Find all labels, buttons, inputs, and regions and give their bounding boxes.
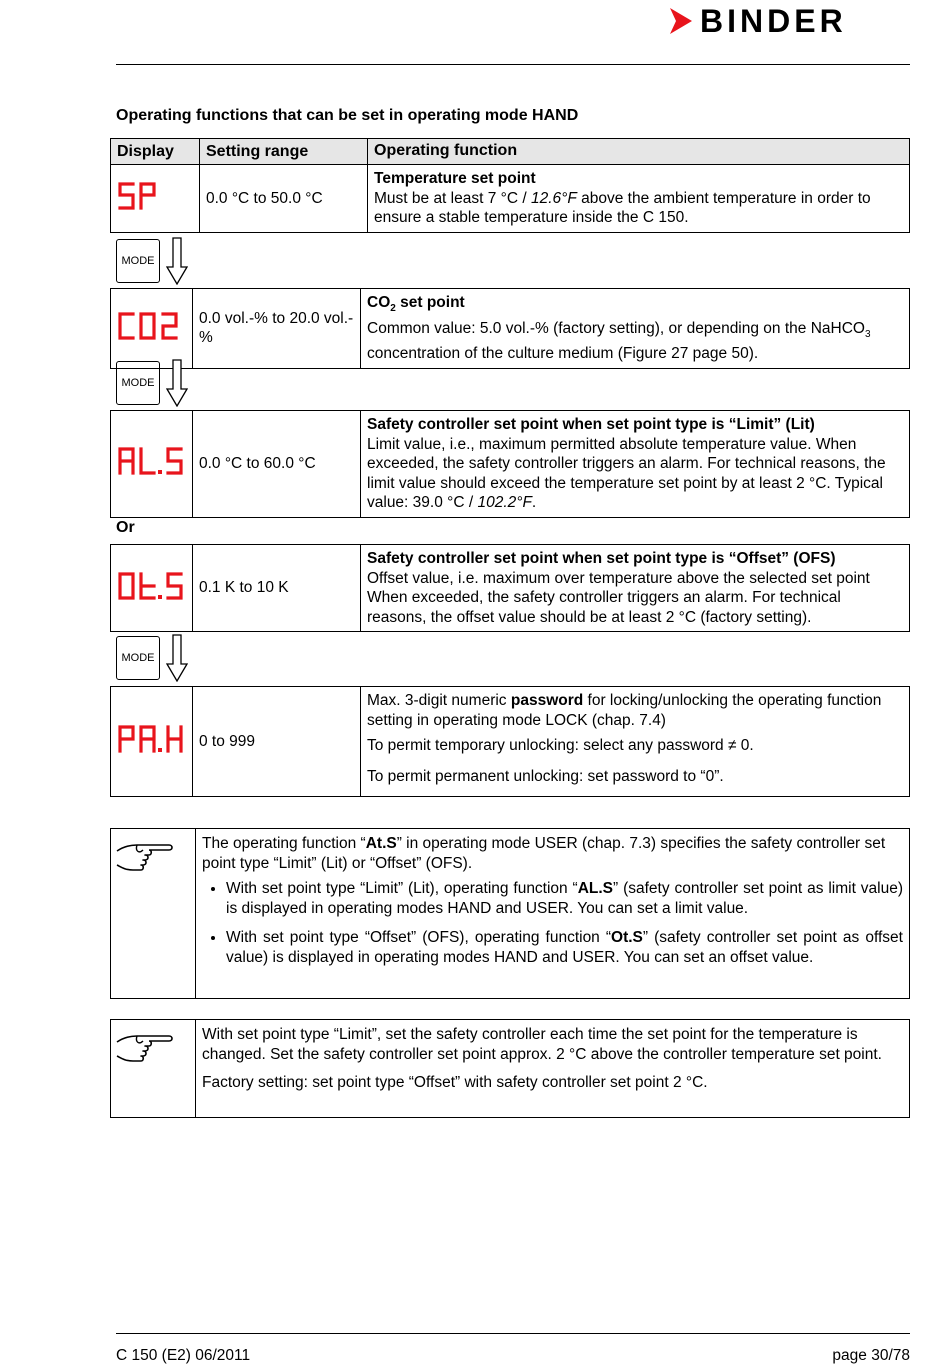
- list-item: • With set point type “Offset” (OFS), operating function “Ot.S” (safety controller set point as offset value) is displayed in operating modes HAND and USER. You can set an offset value.: [226, 928, 903, 967]
- ots-display-icon: [116, 569, 188, 603]
- function-text-1: Max. 3-digit numeric password for locking/unlocking the operating function setting in operating mode LOCK (chap. 7.4): [367, 692, 882, 729]
- display-als: [111, 411, 193, 518]
- function-als: [361, 411, 910, 518]
- col-header-range: Setting range: [200, 139, 368, 165]
- als-display-icon: [116, 444, 188, 478]
- col-header-function: Operating function: [368, 139, 910, 165]
- footer-doc-id: C 150 (E2) 06/2011: [116, 1347, 251, 1364]
- function-table-co2: [110, 288, 910, 369]
- function-title: Safety controller set point when set point type is “Limit” (Lit): [367, 416, 815, 433]
- sp-display-icon: [116, 180, 162, 212]
- function-text: Must be at least 7 °C / 12.6°F above the ambient temperature in order to ensure a stable temperature inside the C 150.: [374, 189, 871, 226]
- function-co2: [361, 289, 910, 369]
- display-sp: [111, 165, 200, 233]
- function-sp: [368, 165, 910, 233]
- pah-display-icon: [116, 722, 188, 756]
- note-icon-cell: [111, 829, 196, 999]
- mode-step-1: [116, 237, 188, 285]
- function-table-sp: [110, 138, 910, 233]
- function-ots: [361, 545, 910, 632]
- footer-rule: [116, 1333, 910, 1334]
- col-header-display: Display: [111, 139, 200, 165]
- function-pah: [361, 687, 910, 797]
- note-2-text: [196, 1020, 910, 1118]
- arrow-down-icon: [166, 359, 188, 407]
- range-als: 0.0 °C to 60.0 °C: [193, 411, 361, 518]
- pointing-hand-icon: [115, 837, 177, 877]
- note-1-bullets: [202, 879, 903, 967]
- function-text-2: To permit temporary unlocking: select any password ≠ 0.: [367, 737, 754, 754]
- note-icon-cell: [111, 1020, 196, 1118]
- display-pah: [111, 687, 193, 797]
- list-item: • With set point type “Limit” (Lit), operating function “AL.S” (safety controller set point as limit value) is displayed in operating modes HAND and USER. You can set a limit value.: [226, 879, 903, 918]
- function-table-als: [110, 410, 910, 518]
- table-row: [111, 289, 910, 369]
- header-rule: [116, 64, 910, 65]
- range-sp: 0.0 °C to 50.0 °C: [200, 165, 368, 233]
- note-2-para-2: Factory setting: set point type “Offset” with safety controller set point 2 °C.: [202, 1074, 708, 1091]
- pointing-hand-icon: [115, 1028, 177, 1068]
- function-title: $CO_2$ set point: [367, 294, 465, 315]
- function-table-ots: [110, 544, 910, 632]
- function-text-3: To permit permanent unlocking: set password to “0”.: [367, 767, 724, 785]
- table-row: [111, 545, 910, 632]
- range-pah: 0 to 999: [193, 687, 361, 797]
- mode-step-2: [116, 359, 188, 407]
- brand-name: BINDER: [700, 2, 847, 39]
- function-title: Safety controller set point when set point type is “Offset” (OFS): [367, 550, 836, 567]
- note-2-para-1: With set point type “Limit”, set the safety controller each time the set point for the temperature is changed. Set the safety controller set point approx. 2 °C above the controller temperature set point.: [202, 1026, 882, 1063]
- mode-button[interactable]: MODE: [116, 361, 160, 405]
- range-ots: 0.1 K to 10 K: [193, 545, 361, 632]
- note-box-1: [110, 828, 910, 999]
- mode-step-3: [116, 634, 188, 682]
- function-title: Temperature set point: [374, 170, 536, 187]
- table-row: [111, 687, 910, 797]
- function-text: Offset value, i.e. maximum over temperature above the selected set point When exceeded, the safety controller triggers an alarm. For technical reasons, the offset value should be at least 2 °C (factory setting).: [367, 569, 870, 626]
- mode-button[interactable]: MODE: [116, 636, 160, 680]
- section-title: Operating functions that can be set in operating mode HAND: [116, 107, 579, 124]
- note-1-intro: The operating function “At.S” in operating mode USER (chap. 7.3) specifies the safety controller set point type “Limit” (Lit) or “Offset” (OFS).: [202, 835, 886, 872]
- arrow-down-icon: [166, 237, 188, 285]
- function-table-pah: [110, 686, 910, 797]
- range-co2: 0.0 vol.-% to 20.0 vol.-%: [193, 289, 361, 369]
- note-box-2: [110, 1019, 910, 1118]
- or-label: Or: [116, 519, 135, 536]
- display-co2: [111, 289, 193, 369]
- co2-display-icon: [116, 309, 186, 343]
- table-row: [111, 165, 910, 233]
- note-1-text: [196, 829, 910, 999]
- arrow-down-icon: [166, 634, 188, 682]
- mode-button[interactable]: MODE: [116, 239, 160, 283]
- display-ots: [111, 545, 193, 632]
- binder-logo-icon: [668, 6, 694, 36]
- binder-logo: [668, 4, 913, 38]
- function-text: Common value: 5.0 vol.-% (factory setting), or depending on the NaHCO$_3$ concentration of the culture medium (Figure 27 page 50).: [367, 319, 871, 363]
- function-text: Limit value, i.e., maximum permitted absolute temperature value. When exceeded, the safety controller triggers an alarm. For technical reasons, the limit value should exceed the temperature set point by at least 2 °C. Typical value: 39.0 °C / 102.2°F.: [367, 435, 886, 511]
- table-row: [111, 411, 910, 518]
- footer-page-number: page 30/78: [832, 1347, 910, 1364]
